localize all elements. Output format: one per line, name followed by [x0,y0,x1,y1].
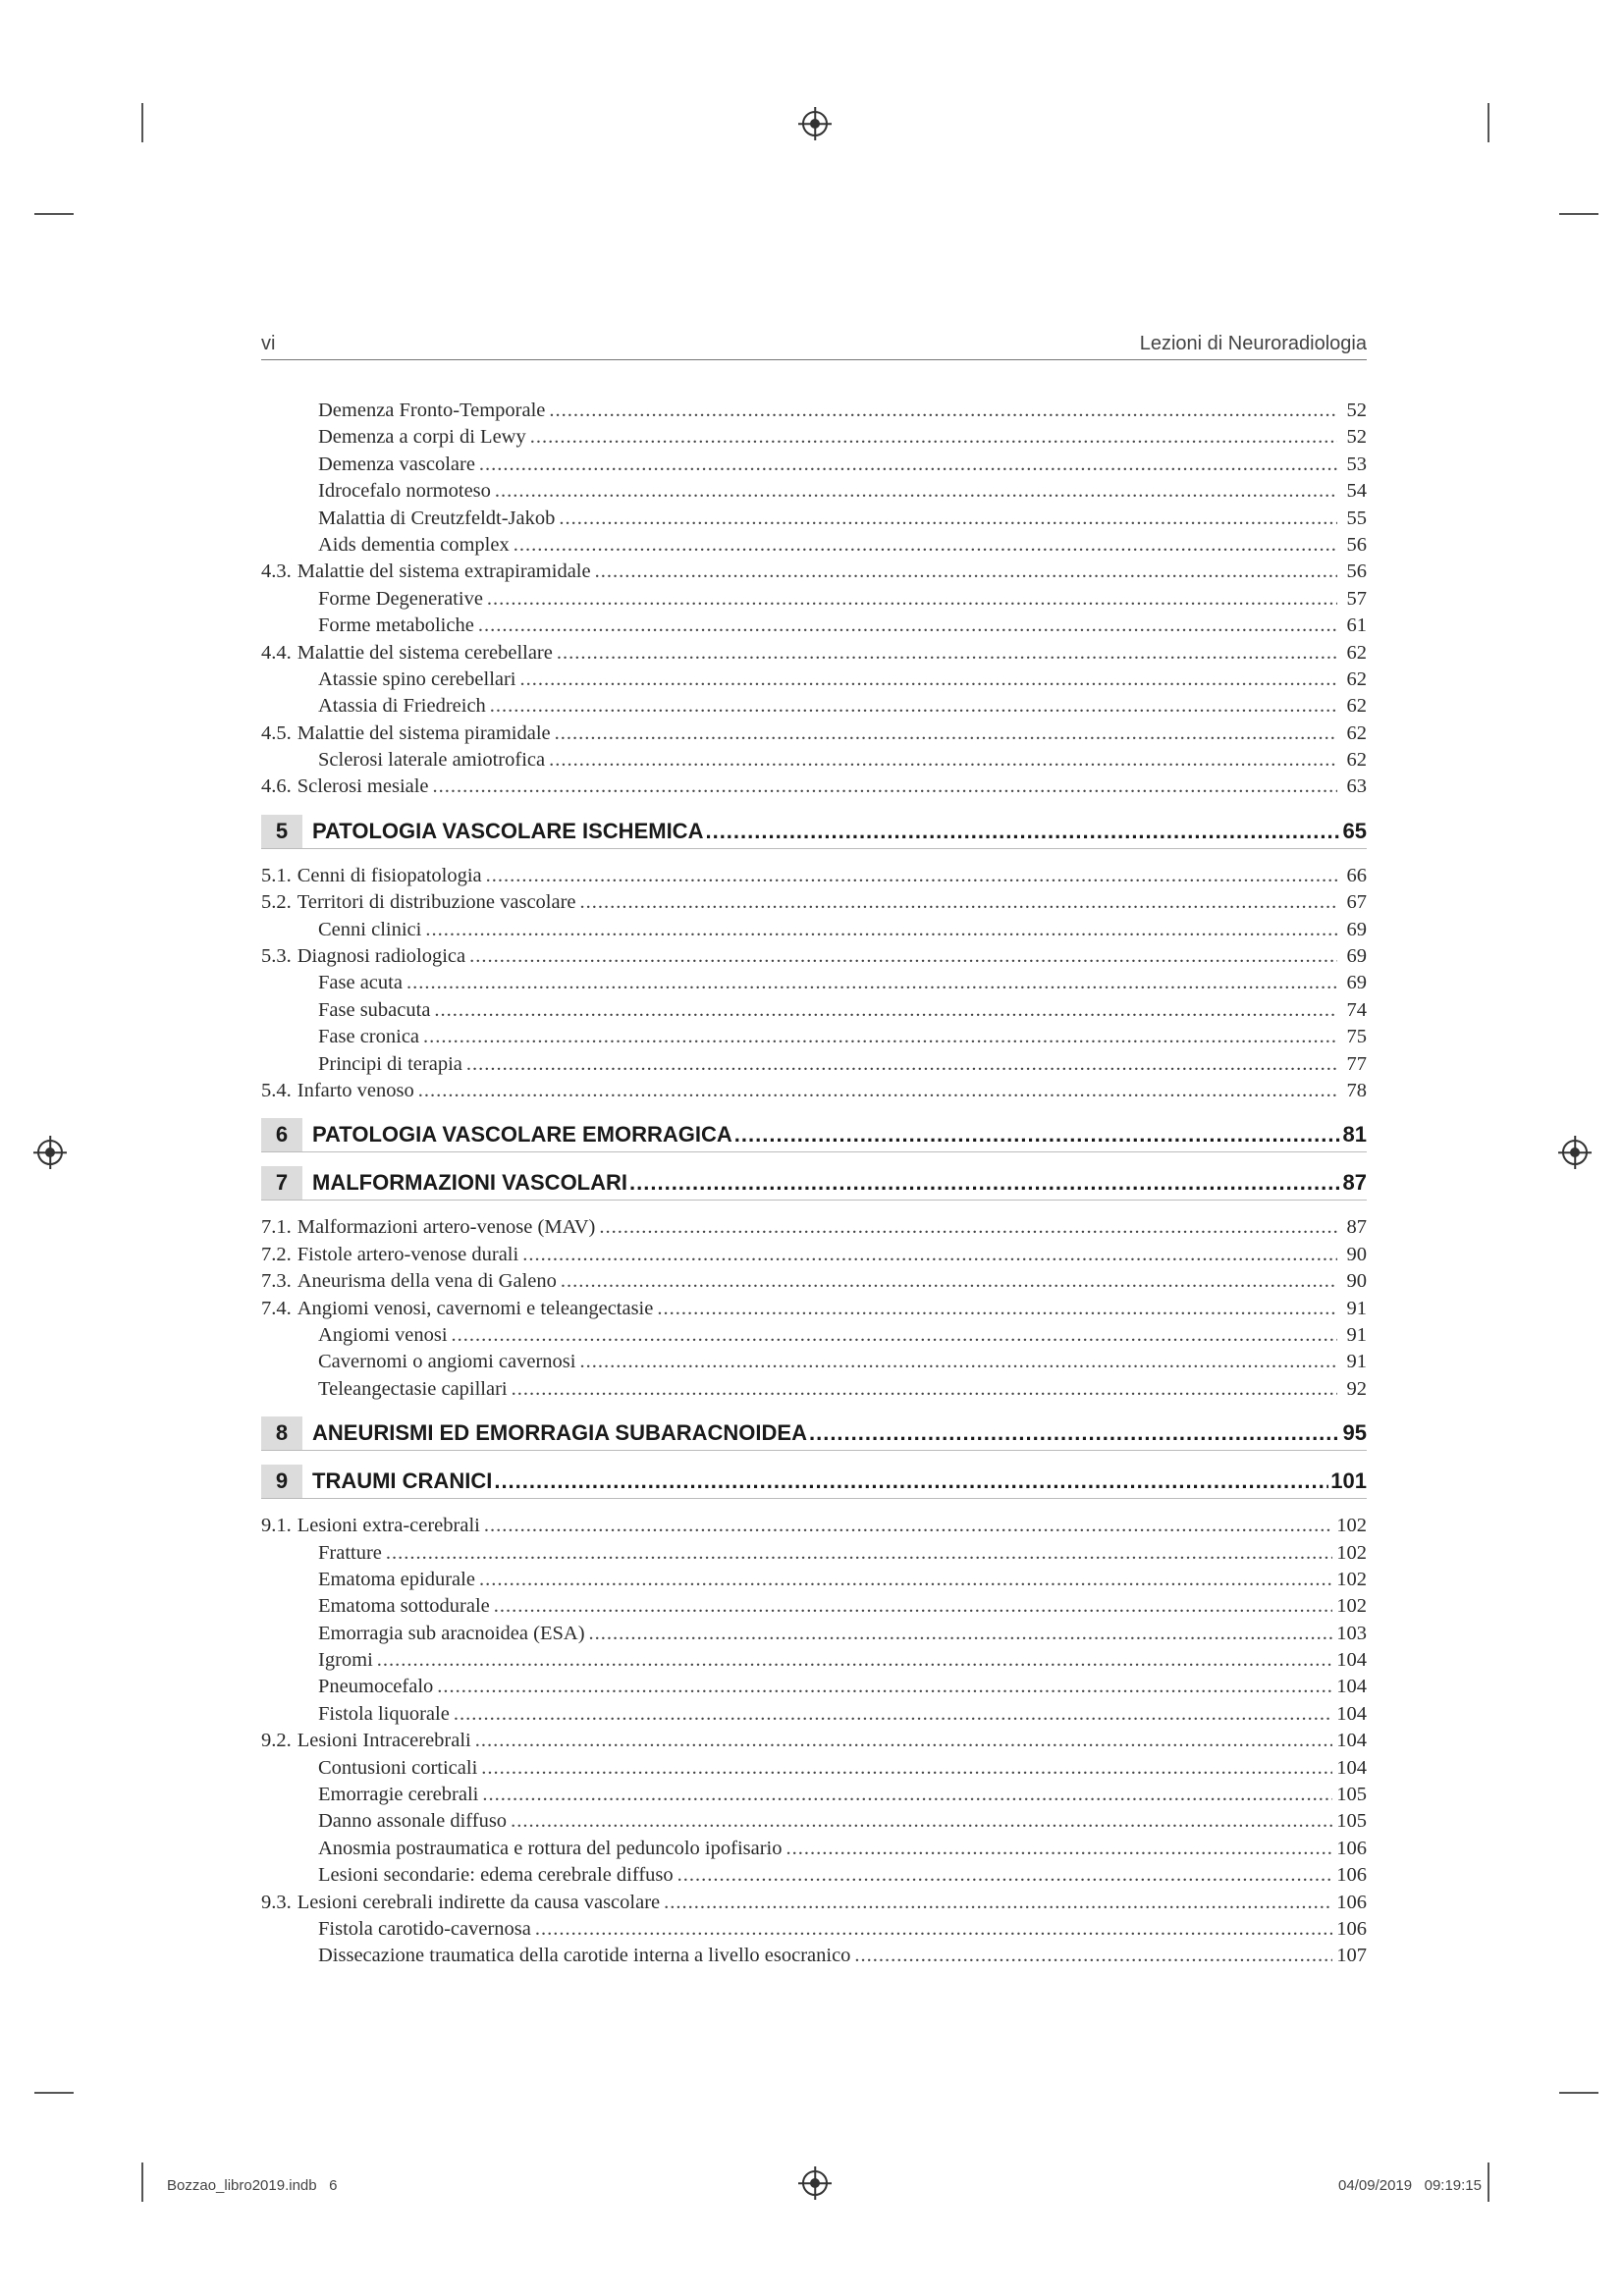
section-number: 9.2. [261,1730,292,1752]
toc-entry[interactable] [261,1943,1367,1969]
entry-title: Fistola carotido-cavernosa [318,1917,531,1940]
toc-entry[interactable] [261,667,1367,693]
toc-entry[interactable] [261,1567,1367,1593]
running-header [261,330,1367,360]
entry-title: Cenni di fisiopatologia [297,864,482,886]
leader-dots [511,1808,1332,1835]
leader-dots [530,424,1337,451]
leader-dots [486,863,1337,889]
entry-page: 90 [1346,1270,1367,1293]
chapter-title: PATOLOGIA VASCOLARE ISCHEMICA [312,818,704,843]
entry-title: Malformazioni artero-venose (MAV) [297,1216,596,1239]
entry-title: Emorragia sub aracnoidea (ESA) [318,1622,585,1644]
toc-entry[interactable] [261,997,1367,1024]
section-number: 4.4. [261,641,292,664]
leader-dots [433,774,1337,800]
entry-title: Dissecazione traumatica della carotide interna a livello esocranico [318,1945,851,1967]
leader-dots [494,1593,1332,1620]
toc-entry[interactable] [261,1755,1367,1782]
toc-entry[interactable] [261,917,1367,943]
toc-entry[interactable] [261,1728,1367,1754]
entry-title: Malattie del sistema cerebellare [297,641,553,664]
entry-title: Anosmia postraumatica e rottura del peduncolo ipofisario [318,1837,783,1859]
leader-dots [479,452,1337,478]
entry-title: Fase cronica [318,1026,420,1048]
entry-title: Idrocefalo normoteso [318,480,491,503]
leader-dots [522,1242,1337,1268]
toc-entry[interactable] [261,1513,1367,1539]
entry-title: Lesioni cerebrali indirette da causa vascolare [297,1891,661,1913]
leader-dots [809,1420,1341,1446]
entry-page: 104 [1336,1649,1367,1672]
entry-title: Teleangectasie capillari [318,1377,508,1400]
entry-title: Fistola liquorale [318,1702,450,1725]
book-title: Lezioni di Neuroradiologia [1139,333,1367,354]
registration-mark-icon [1562,1140,1588,1165]
leader-dots [589,1621,1333,1647]
toc-entry[interactable] [261,721,1367,747]
leader-dots [657,1296,1337,1322]
leader-dots [494,1468,1328,1494]
entry-title: Malattie del sistema piramidale [297,721,551,744]
toc-entry[interactable] [261,1701,1367,1728]
entry-page: 90 [1346,1243,1367,1265]
entry-title: Angiomi venosi, cavernomi e teleangectasie [297,1297,654,1319]
toc-entry[interactable] [261,1349,1367,1375]
entry-page: 75 [1346,1026,1367,1048]
entry-title: Diagnosi radiologica [297,945,466,968]
entry-page: 106 [1336,1837,1367,1859]
toc-section [261,1513,1367,1970]
entry-title: Emorragie cerebrali [318,1784,479,1806]
toc-entry[interactable] [261,774,1367,800]
entry-page: 105 [1336,1784,1367,1806]
toc-entry[interactable] [261,1862,1367,1889]
leader-dots [434,997,1337,1024]
leader-dots [423,1024,1337,1050]
section-number: 7.3. [261,1270,292,1293]
leader-dots [549,747,1337,774]
crop-mark [1488,103,1489,142]
entry-title: Aids dementia complex [318,533,510,556]
entry-title: Demenza a corpi di Lewy [318,426,526,449]
entry-title: Infarto venoso [297,1079,414,1101]
toc-entry[interactable] [261,889,1367,916]
leader-dots [854,1943,1332,1969]
leader-dots [599,1214,1337,1241]
crop-mark [141,2163,143,2202]
leader-dots [557,640,1337,667]
chapter-page: 95 [1342,1420,1367,1446]
entry-page: 74 [1346,998,1367,1021]
leader-dots [482,1782,1332,1808]
entry-page: 56 [1346,561,1367,583]
toc-entry[interactable] [261,1808,1367,1835]
chapter-page: 87 [1342,1170,1367,1196]
entry-title: Aneurisma della vena di Galeno [297,1270,557,1293]
entry-page: 78 [1346,1079,1367,1101]
toc-entry[interactable] [261,1051,1367,1078]
section-number: 7.1. [261,1216,292,1239]
toc-section [261,398,1367,801]
chapter-number-box: 9 [261,1465,302,1498]
entry-page: 106 [1336,1864,1367,1887]
entry-page: 55 [1346,507,1367,529]
leader-dots [580,889,1337,916]
entry-page: 105 [1336,1810,1367,1833]
toc-entry[interactable] [261,398,1367,424]
chapter-number-box: 8 [261,1416,302,1450]
entry-page: 102 [1336,1541,1367,1564]
leader-dots [452,1322,1337,1349]
page-number: vi [261,333,276,354]
entry-page: 106 [1336,1917,1367,1940]
chapter-title: PATOLOGIA VASCOLARE EMORRAGICA [312,1122,732,1148]
toc-section [261,863,1367,1105]
leader-dots [495,478,1337,505]
leader-dots [377,1647,1332,1674]
entry-title: Fase acuta [318,972,403,994]
toc-entry[interactable] [261,1024,1367,1050]
toc-entry[interactable] [261,1621,1367,1647]
chapter-heading[interactable] [261,815,1367,849]
chapter-heading[interactable] [261,1465,1367,1499]
toc-entry[interactable] [261,506,1367,532]
leader-dots [406,970,1337,996]
leader-dots [677,1862,1333,1889]
entry-title: Ematoma epidurale [318,1568,475,1590]
entry-page: 91 [1346,1323,1367,1346]
leader-dots [555,721,1337,747]
entry-title: Atassia di Friedreich [318,695,486,718]
registration-mark-icon [802,111,828,136]
section-number: 9.1. [261,1515,292,1537]
table-of-contents [261,398,1367,1970]
registration-mark-icon [37,1140,63,1165]
entry-page: 62 [1346,695,1367,718]
crop-mark [141,103,143,142]
toc-entry[interactable] [261,1322,1367,1349]
entry-title: Forme metaboliche [318,614,474,637]
leader-dots [466,1051,1337,1078]
entry-title: Fase subacuta [318,998,431,1021]
toc-entry[interactable] [261,1214,1367,1241]
toc-entry[interactable] [261,1242,1367,1268]
entry-title: Igromi [318,1649,373,1672]
entry-title: Fratture [318,1541,382,1564]
entry-title: Forme Degenerative [318,587,483,610]
entry-title: Angiomi venosi [318,1323,448,1346]
entry-page: 69 [1346,918,1367,940]
chapter-title: TRAUMI CRANICI [312,1468,493,1494]
entry-page: 61 [1346,614,1367,637]
crop-mark [34,213,74,215]
entry-title: Malattie del sistema extrapiramidale [297,561,591,583]
leader-dots [484,1513,1332,1539]
entry-title: Principi di terapia [318,1052,462,1075]
entry-page: 54 [1346,480,1367,503]
leader-dots [535,1916,1332,1943]
entry-page: 63 [1346,775,1367,798]
leader-dots [454,1701,1332,1728]
section-number: 7.4. [261,1297,292,1319]
chapter-number-box: 6 [261,1118,302,1151]
toc-entry[interactable] [261,1647,1367,1674]
entry-page: 92 [1346,1377,1367,1400]
toc-entry[interactable] [261,1916,1367,1943]
entry-title: Malattia di Creutzfeldt-Jakob [318,507,556,529]
chapter-number-box: 5 [261,815,302,848]
footer-timestamp: 04/09/2019 09:19:15 [1338,2177,1482,2194]
toc-entry[interactable] [261,970,1367,996]
leader-dots [475,1728,1332,1754]
leader-dots [514,532,1337,559]
entry-page: 91 [1346,1297,1367,1319]
entry-page: 53 [1346,453,1367,475]
chapter-heading[interactable] [261,1416,1367,1451]
entry-page: 77 [1346,1052,1367,1075]
section-number: 5.2. [261,891,292,914]
toc-entry[interactable] [261,559,1367,585]
toc-section [261,1214,1367,1403]
entry-page: 62 [1346,667,1367,690]
crop-mark [34,2092,74,2094]
toc-entry[interactable] [261,1890,1367,1916]
entry-title: Contusioni corticali [318,1756,478,1779]
leader-dots [478,613,1337,639]
toc-entry[interactable] [261,1540,1367,1567]
entry-page: 106 [1336,1891,1367,1913]
entry-title: Sclerosi mesiale [297,775,429,798]
entry-page: 102 [1336,1595,1367,1618]
section-number: 4.5. [261,721,292,744]
leader-dots [734,1122,1341,1148]
chapter-page: 65 [1342,818,1367,843]
leader-dots [705,819,1340,844]
chapter-page: 101 [1330,1468,1367,1494]
toc-entry[interactable] [261,424,1367,451]
entry-title: Pneumocefalo [318,1676,434,1698]
entry-page: 107 [1336,1945,1367,1967]
section-number: 7.2. [261,1243,292,1265]
chapter-title: MALFORMAZIONI VASCOLARI [312,1170,628,1196]
leader-dots [479,1567,1332,1593]
leader-dots [561,1268,1337,1295]
toc-entry[interactable] [261,693,1367,720]
toc-entry[interactable] [261,1376,1367,1403]
entry-page: 104 [1336,1756,1367,1779]
leader-dots [786,1836,1333,1862]
entry-page: 57 [1346,587,1367,610]
entry-page: 69 [1346,945,1367,968]
entry-page: 87 [1346,1216,1367,1239]
entry-page: 62 [1346,641,1367,664]
entry-title: Lesioni extra-cerebrali [297,1515,480,1537]
entry-page: 67 [1346,891,1367,914]
leader-dots [469,943,1337,970]
crop-mark [1488,2163,1489,2202]
entry-page: 103 [1336,1622,1367,1644]
leader-dots [595,559,1337,585]
entry-title: Sclerosi laterale amiotrofica [318,749,546,772]
toc-entry[interactable] [261,1268,1367,1295]
toc-entry[interactable] [261,747,1367,774]
leader-dots [512,1376,1337,1403]
entry-title: Atassie spino cerebellari [318,667,516,690]
entry-page: 62 [1346,721,1367,744]
toc-entry[interactable] [261,613,1367,639]
footer-file-name: Bozzao_libro2019.indb 6 [167,2177,338,2194]
entry-title: Demenza vascolare [318,453,475,475]
entry-page: 66 [1346,864,1367,886]
toc-entry[interactable] [261,863,1367,889]
entry-page: 104 [1336,1702,1367,1725]
leader-dots [490,693,1337,720]
toc-entry[interactable] [261,586,1367,613]
leader-dots [487,586,1337,613]
leader-dots [520,667,1337,693]
leader-dots [386,1540,1332,1567]
leader-dots [437,1674,1332,1700]
crop-mark [1559,2092,1598,2094]
toc-entry[interactable] [261,943,1367,970]
crop-mark [1559,213,1598,215]
entry-title: Fistole artero-venose durali [297,1243,519,1265]
entry-page: 104 [1336,1676,1367,1698]
entry-title: Ematoma sottodurale [318,1595,490,1618]
section-number: 5.1. [261,864,292,886]
entry-page: 52 [1346,426,1367,449]
leader-dots [579,1349,1337,1375]
leader-dots [418,1078,1337,1104]
entry-page: 69 [1346,972,1367,994]
entry-title: Lesioni secondarie: edema cerebrale diffuso [318,1864,674,1887]
entry-title: Cenni clinici [318,918,422,940]
entry-title: Demenza Fronto-Temporale [318,400,546,421]
leader-dots [481,1755,1332,1782]
entry-page: 52 [1346,400,1367,421]
leader-dots [425,917,1337,943]
section-number: 4.6. [261,775,292,798]
toc-entry[interactable] [261,478,1367,505]
toc-entry[interactable] [261,640,1367,667]
entry-page: 62 [1346,749,1367,772]
toc-entry[interactable] [261,1078,1367,1104]
chapter-heading[interactable] [261,1166,1367,1201]
chapter-page: 81 [1342,1122,1367,1148]
registration-mark-icon [802,2170,828,2196]
entry-title: Danno assonale diffuso [318,1810,508,1833]
chapter-heading[interactable] [261,1118,1367,1152]
entry-title: Territori di distribuzione vascolare [297,891,576,914]
leader-dots [629,1170,1341,1196]
toc-entry[interactable] [261,1593,1367,1620]
toc-entry[interactable] [261,452,1367,478]
entry-title: Cavernomi o angiomi cavernosi [318,1351,576,1373]
chapter-number-box: 7 [261,1166,302,1200]
toc-entry[interactable] [261,1782,1367,1808]
entry-page: 91 [1346,1351,1367,1373]
section-number: 4.3. [261,561,292,583]
leader-dots [559,506,1337,532]
entry-page: 102 [1336,1568,1367,1590]
entry-page: 56 [1346,533,1367,556]
toc-entry[interactable] [261,1674,1367,1700]
section-number: 5.4. [261,1079,292,1101]
entry-page: 102 [1336,1515,1367,1537]
chapter-title: ANEURISMI ED EMORRAGIA SUBARACNOIDEA [312,1420,807,1446]
leader-dots [549,398,1337,424]
entry-title: Lesioni Intracerebrali [297,1730,471,1752]
toc-entry[interactable] [261,1836,1367,1862]
entry-page: 104 [1336,1730,1367,1752]
toc-entry[interactable] [261,1296,1367,1322]
toc-entry[interactable] [261,532,1367,559]
section-number: 5.3. [261,945,292,968]
section-number: 9.3. [261,1891,292,1913]
leader-dots [664,1890,1332,1916]
